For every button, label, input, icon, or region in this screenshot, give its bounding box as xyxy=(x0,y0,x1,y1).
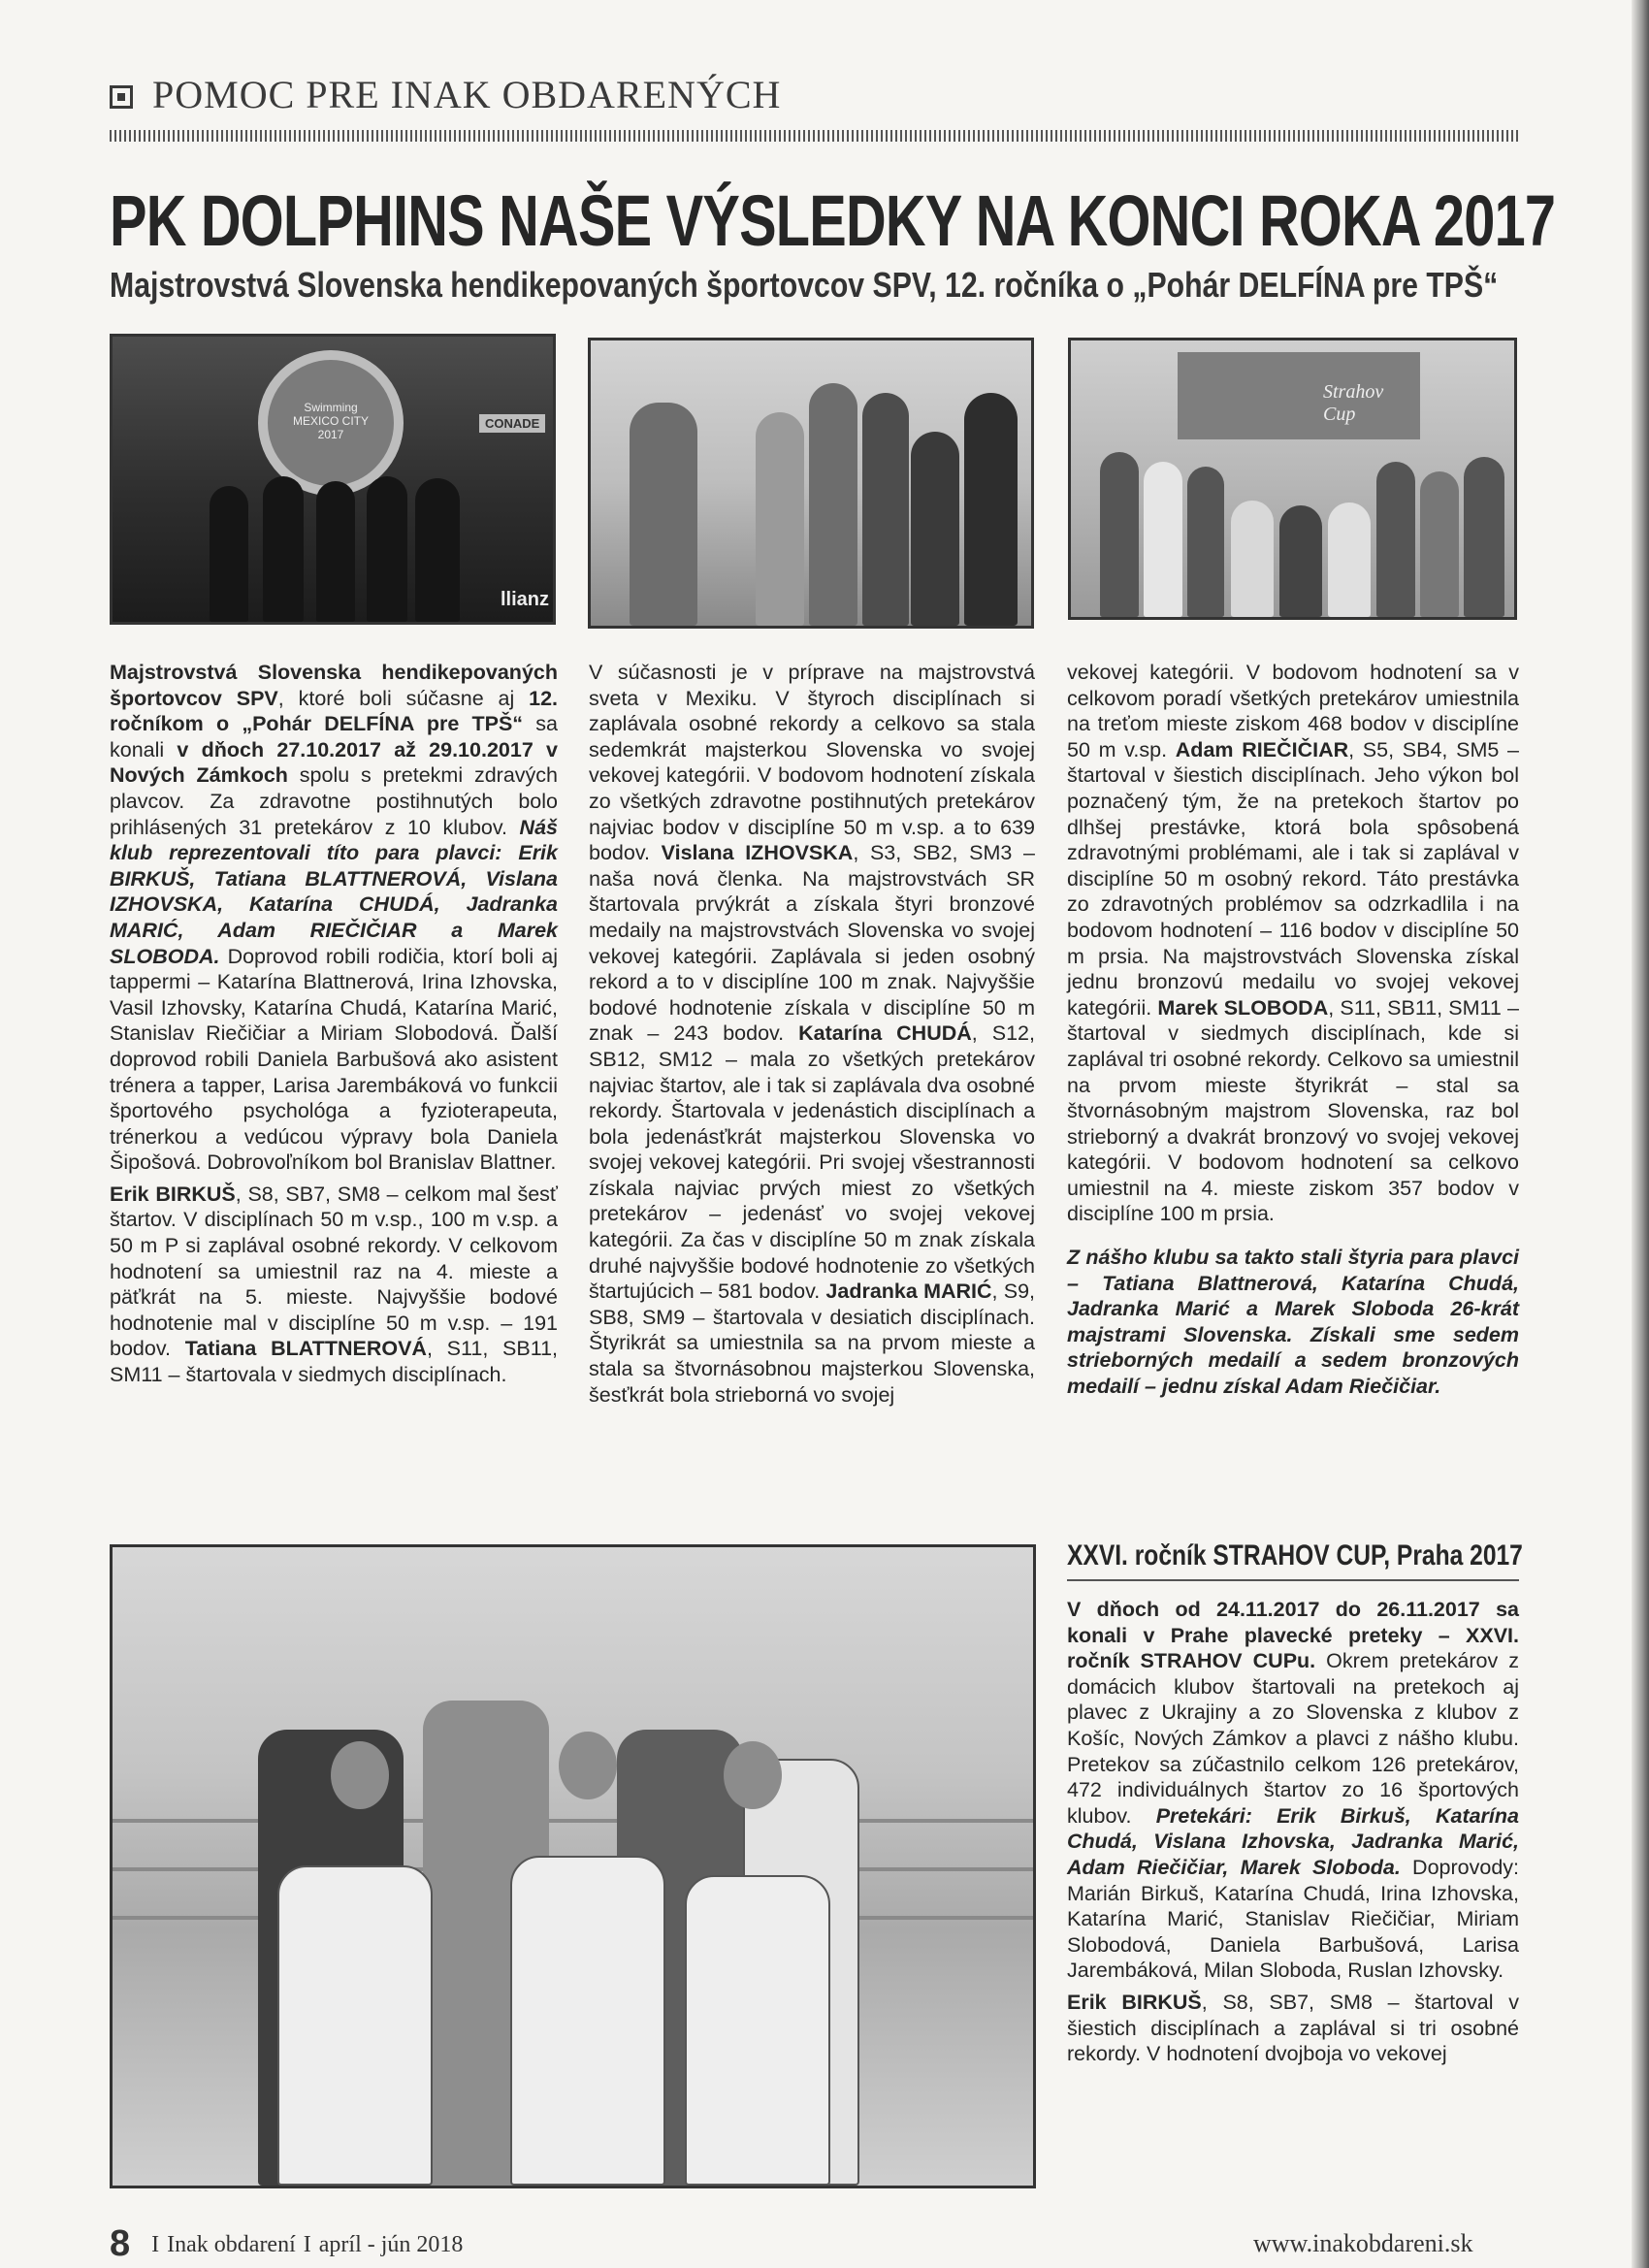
person-figure xyxy=(1100,452,1139,617)
person-figure xyxy=(1279,505,1322,617)
article-subheadline: Majstrovstvá Slovenska hendikepovaných športovcov SPV, 12. ročníka o „Pohár DELFÍNA pre TPŠ“ xyxy=(110,265,1499,305)
section-title: POMOC PRE INAK OBDARENÝCH xyxy=(152,73,782,116)
logo-line: MEXICO CITY xyxy=(292,414,369,428)
heading-underline xyxy=(1067,1579,1519,1581)
person-figure xyxy=(1231,501,1274,617)
article-column-3 xyxy=(1067,660,1519,1406)
magazine-name: Inak obdarení xyxy=(167,2232,296,2257)
person-figure xyxy=(630,403,697,626)
person-figure xyxy=(862,393,909,626)
person-figure xyxy=(367,476,407,622)
footer-left xyxy=(110,2223,463,2265)
sponsor-sign: llianz xyxy=(501,589,550,610)
photo-award-ceremony xyxy=(588,338,1034,629)
paragraph: V dňoch od 24.11.2017 do 26.11.2017 sa konali v Prahe plavecké preteky – XXVI. ročník STRAHOV CUPu. Okrem pretekárov z domácich klubov štartovali na pretekoch aj plavec z Ukrajiny a zo Slovenska z klubov z Košíc, Nových Zámkov a plavci z nášho klubu. Pretekov sa zúčastnilo celkom 126 pretekárov, 472 individuálnych štartov zo 16 športových klubov. Pretekári: Erik Birkuš, Katarína Chudá, Vislana Izhovska, Jadranka Marić, Adam Riečičiar, Marek Sloboda. Doprovody: Marián Birkuš, Katarína Chudá, Irina Izhovska, Katarína Marić, Stanislav Riečičiar, Miriam Slobodová, Daniela Barbušová, Larisa Jarembáková, Milan Sloboda, Ruslan Izhovsky. xyxy=(1067,1598,1519,1983)
swimming-logo-icon xyxy=(258,350,404,496)
issue-date: apríl - jún 2018 xyxy=(318,2232,464,2257)
logo-line: Swimming xyxy=(304,401,358,414)
footer-separator: I xyxy=(151,2232,160,2257)
summary-paragraph: Z nášho klubu sa takto stali štyria para plavci – Tatiana Blattnerová, Katarína Chudá, Jadranka Marić a Marek Sloboda 26-krát majstrami Slovenska. Získali sme sedem strieborných medailí a sedem bronzových medailí – jednu získal Adam Riečičiar. xyxy=(1067,1246,1519,1399)
photo-swimmers-with-medals xyxy=(110,1544,1036,2188)
person-figure xyxy=(510,1856,665,2186)
article-headline: PK DOLPHINS NAŠE VÝSLEDKY NA KONCI ROKA 2017 xyxy=(110,180,1556,261)
website-link[interactable]: www.inakobdareni.sk xyxy=(1253,2229,1473,2257)
section-divider xyxy=(110,130,1518,142)
paragraph: vekovej kategórii. V bodovom hodnotení sa v celkovom poradí všetkých pretekárov umiestnila na treťom mieste ziskom 468 bodov v disciplíne 50 m v.sp. Adam RIEČIČIAR, S5, SB4, SM5 – štartoval v šiestich disciplínach. Jeho výkon bol poznačený tým, že na pretekoch štartov po dlhšej prestávke, ktorá bola spôsobená zdravotnými problémami, ale i tak si zaplával v disciplíne 50 m osobný rekord. Táto prestávka zo zdravotných problémov sa odzrkadlila i na bodovom hodnotení – 116 bodov v disciplíne 50 m prsia. Na majstrovstvách Slovenska získal jednu bronzovú medailu vo svojej vekovej kategórii. Marek SLOBODA, S11, SB11, SM11 – štartoval v siedmych disciplínach, kde si zaplával tri osobné rekordy. Celkovo sa umiestnil na prvom mieste štyrikrát – stal sa štvornásobným majstrom Slovenska, raz bol strieborný a dvakrát bronzový vo svojej vekovej kategórii. V bodovom hodnotení sa celkovo umiestnil na 4. mieste ziskom 357 bodov v disciplíne 100 m prsia. xyxy=(1067,661,1520,1226)
person-figure xyxy=(277,1865,433,2186)
strahov-cup-heading: XXVI. ročník STRAHOV CUP, Praha 2017 xyxy=(1067,1539,1523,1571)
person-figure xyxy=(263,476,304,622)
logo-line: 2017 xyxy=(317,428,344,441)
article-column-1 xyxy=(110,660,558,1394)
strahov-banner xyxy=(1178,352,1420,439)
photo-team-mexico-city xyxy=(110,334,556,625)
person-figure xyxy=(210,486,248,622)
person-figure xyxy=(756,412,804,626)
paragraph: Erik BIRKUŠ, S8, SB7, SM8 – celkom mal šesť štartov. V disciplínach 50 m v.sp., 100 m v.sp. a 50 m P si zaplával osobné rekordy. V celkovom hodnotení sa umiestnil raz na 4. mieste a päťkrát na 5. mieste. Najvyššie bodové hodnotenie mal v disciplíne 50 m v.sp. – 191 bodov. Tatiana BLATTNEROVÁ, S11, SB11, SM11 – štartovala v siedmych disciplínach. xyxy=(110,1182,558,1387)
sponsor-sign: CONADE xyxy=(479,414,545,433)
person-figure xyxy=(911,432,959,626)
person-head xyxy=(331,1741,389,1809)
person-figure xyxy=(316,481,355,622)
article-column-2 xyxy=(589,660,1035,1413)
paragraph: Erik BIRKUŠ, S8, SB7, SM8 – štartoval v šiestich disciplínach a zaplával si tri osobné rekordy. V hodnotení dvojboja vo vekovej xyxy=(1067,1990,1519,2066)
person-figure xyxy=(964,393,1018,626)
pool-lane xyxy=(113,1819,1033,1823)
person-head xyxy=(724,1741,782,1809)
page-binding-edge xyxy=(1632,0,1649,2268)
person-figure xyxy=(1144,462,1182,617)
photo-strahov-cup-group xyxy=(1068,338,1517,620)
person-figure xyxy=(809,383,857,626)
person-figure xyxy=(415,478,460,622)
section-header xyxy=(110,72,1516,132)
person-figure xyxy=(1328,502,1371,617)
section-square-icon xyxy=(110,85,133,109)
person-head xyxy=(559,1732,617,1799)
footer-separator: I xyxy=(303,2232,311,2257)
page-number: 8 xyxy=(110,2223,131,2264)
person-figure xyxy=(685,1875,830,2186)
paragraph: V súčasnosti je v príprave na majstrovstvá sveta v Mexiku. V štyroch disciplínach si zaplávala osobné rekordy a celkovo sa stala sedemkrát majsterkou Slovenska vo svojej vekovej kategórii. V bodovom hodnotení získala zo všetkých zdravotne postihnutých pretekárov najviac bodov v disciplíne 50 m v.sp. a to 639 bodov. Vislana IZHOVSKA, S3, SB2, SM3 – naša nová členka. Na majstrovstvách SR štartovala prvýkrát a získala štyri bronzové medaily na majstrovstvách Slovenska vo svojej vekovej kategórii. Zaplávala si jeden osobný rekord a to v disciplíne 100 m znak. Najvyššie bodové hodnotenie získala v disciplíne 50 m znak – 243 bodov. Katarína CHUDÁ, S12, SB12, SM12 – mala zo všetkých pretekárov najviac štartov, ale i tak si zaplávala dva osobné rekordy. Štartovala v jedenástich disciplínach a bola jedenásťkrát majsterkou Slovenska vo svojej vekovej kategórii. Pri svojej všestrannosti získala najviac prvých miest zo všetkých pretekárov – jedenásť vo svojej vekovej kategórii. Za čas v disciplíne 50 m znak získala druhé najvyššie bodové hodnotenie zo všetkých štartujúcich – 581 bodov. Jadranka MARIĆ, S9, SB8, SM9 – štartovala v desiatich disciplínach. Štyrikrát sa umiestnila sa na prvom mieste a stala sa štvornásobnou majsterkou Slovenska, šesťkrát bola strieborná vo svojej xyxy=(589,661,1036,1407)
paragraph: Majstrovstvá Slovenska hendikepovaných športovcov SPV, ktoré boli súčasne aj 12. ročníkom o „Pohár DELFÍNA pre TPŠ“ sa konali v dňoch 27.10.2017 až 29.10.2017 v Nových Zámkoch spolu s pretekmi zdravých plavcov. Za zdravotne postihnutých bolo prihlásených 31 pretekárov z 10 klubov. Náš klub reprezentovali títo para plavci: Erik BIRKUŠ, Tatiana BLATTNEROVÁ, Vislana IZHOVSKA, Katarína CHUDÁ, Jadranka MARIĆ, Adam RIEČIČIAR a Marek SLOBODA. Doprovod robili rodičia, ktorí boli aj tappermi – Katarína Blattnerová, Irina Izhovska, Vasil Izhovsky, Katarína Chudá, Katarína Marić, Stanislav Riečičiar a Miriam Slobodová. Ďalší doprovod robili Daniela Barbušová ako asistent trénera a tapper, Larisa Jarembáková vo funkcii športového psychológa a fyzioterapeuta, trénerkou a vedúcou výpravy bola Daniela Šipošová. Dobrovoľníkom bol Branislav Blattner. xyxy=(110,661,558,1175)
person-figure xyxy=(1376,462,1415,617)
person-figure xyxy=(1420,471,1459,617)
banner-text: Strahov Cup xyxy=(1323,381,1384,425)
strahov-cup-text xyxy=(1067,1597,1519,2073)
person-figure xyxy=(1464,457,1504,617)
person-figure xyxy=(1187,467,1224,617)
